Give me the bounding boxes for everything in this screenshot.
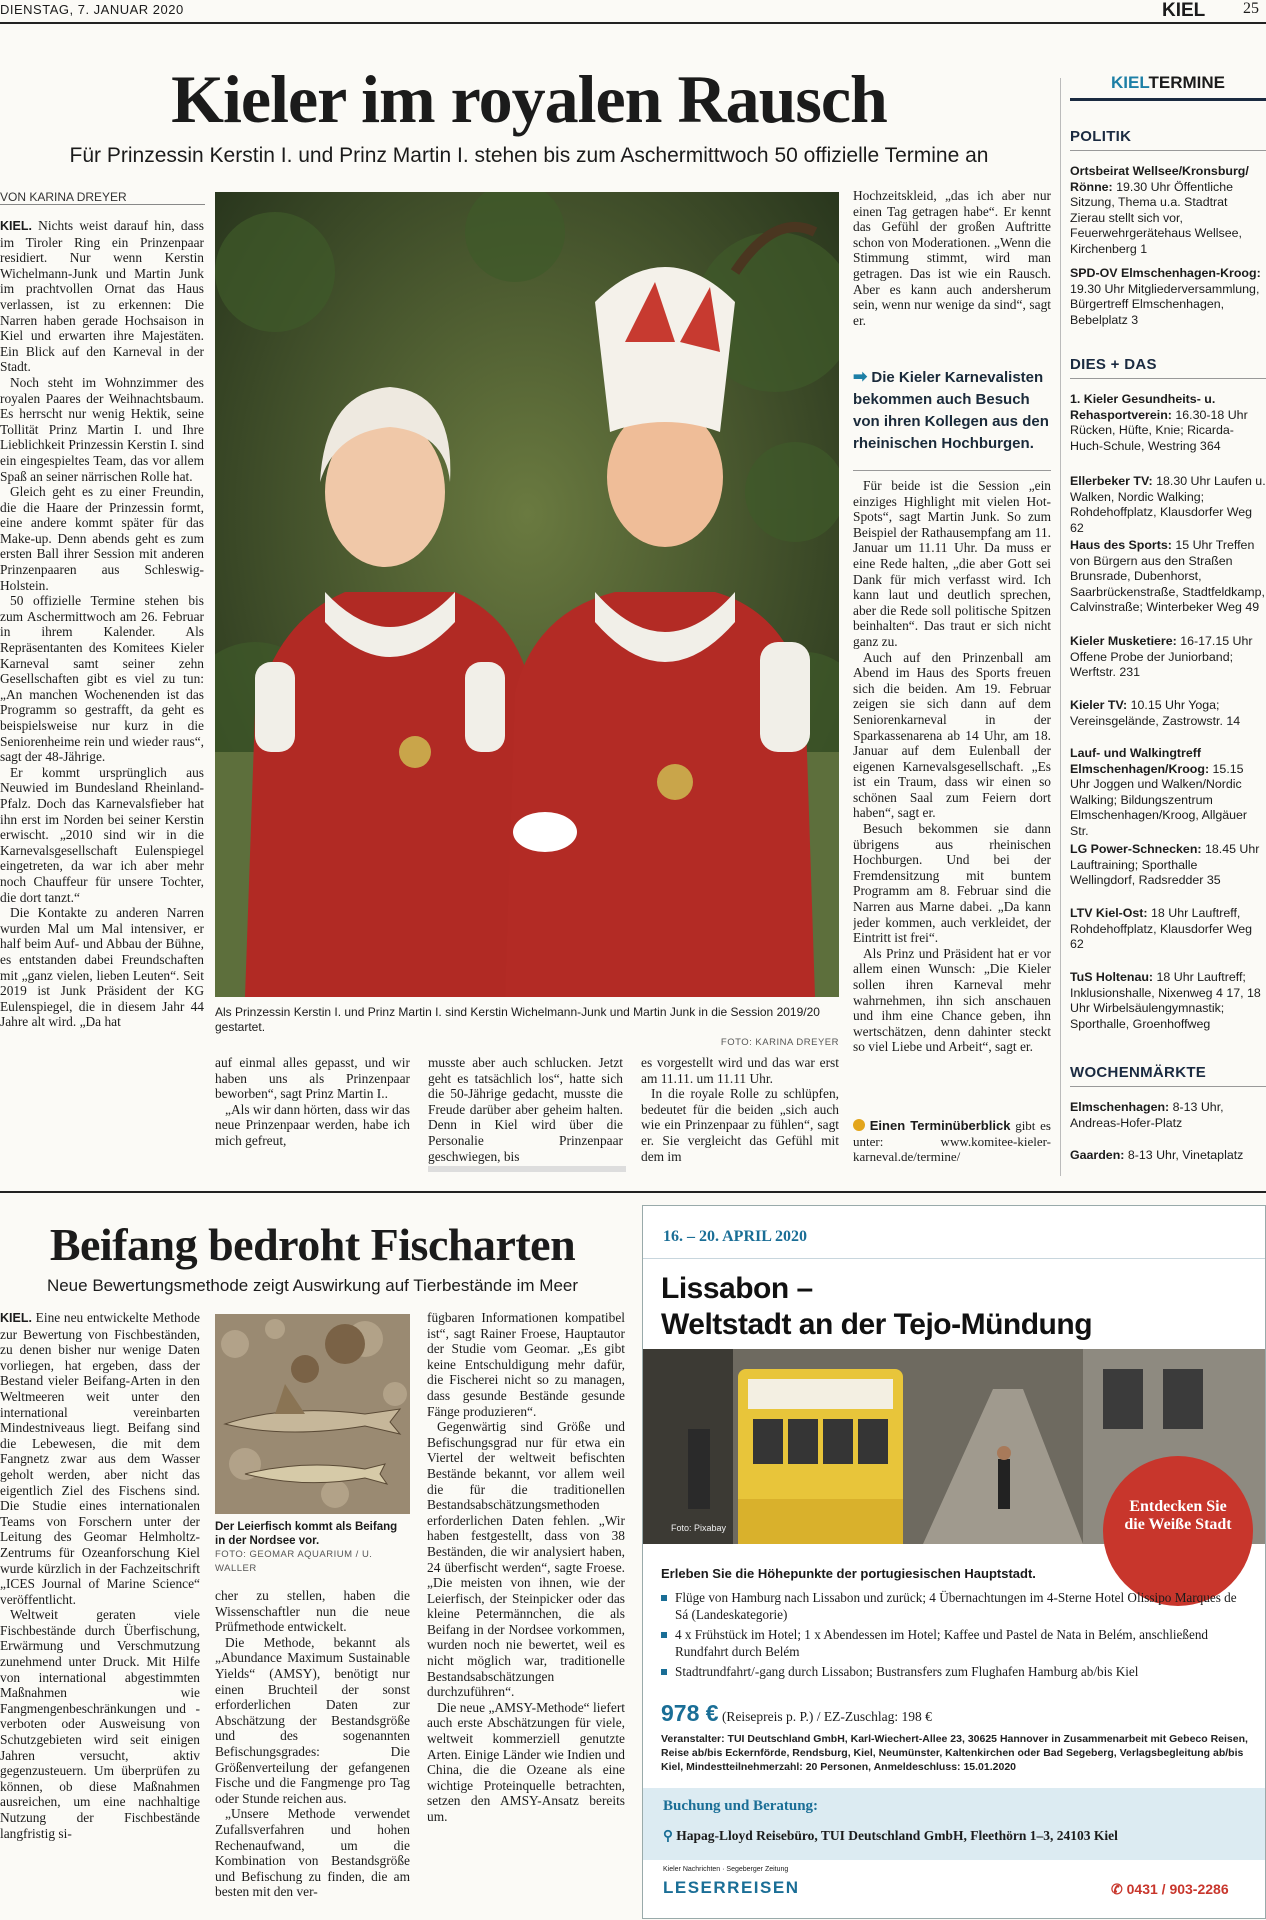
travel-advertisement[interactable]	[642, 1205, 1266, 1919]
list-item: Stadtrundfahrt/-gang durch Lissabon; Bustransfers zum Flughafen Hamburg ab/bis Kiel	[661, 1664, 1241, 1681]
event-details: 16.30-18 Uhr Rücken, Hüfte, Knie; Ricarda-Huch-Schule, Westring 364	[1070, 407, 1248, 453]
event-details: 8-13 Uhr, Andreas-Hofer-Platz	[1070, 1100, 1224, 1130]
price-value: 978 €	[661, 1700, 719, 1726]
ad-rule	[643, 1258, 1265, 1259]
ad-price	[661, 1700, 932, 1727]
arrow-right-icon: ➡	[853, 367, 868, 386]
section-dies-das-title: DIES + DAS	[1070, 356, 1157, 373]
event-name: Lauf- und Walkingtreff Elmschenhagen/Kroog:	[1070, 746, 1210, 776]
section-city: KIEL	[1162, 0, 1206, 21]
event-name: Kieler TV:	[1070, 698, 1128, 712]
info-text: gibt es unter: www.komitee-kieler-karneval.de/termine/	[853, 1118, 1051, 1165]
section-wochenmaerkte-title: WOCHENMÄRKTE	[1070, 1064, 1207, 1081]
dateline: KIEL.	[0, 219, 32, 233]
paragraph: es vorgestellt wird und das war erst am 11.11. um 11.11 Uhr.	[641, 1055, 839, 1086]
list-item: Flüge von Hamburg nach Lissabon und zurück; 4 Übernachtungen im 4-Sterne Hotel Olissipo Marques de Sá (Landeskategorie)	[661, 1590, 1241, 1623]
phone-number: 0431 / 903-2286	[1126, 1881, 1229, 1897]
event-entry	[1070, 842, 1266, 889]
section-rule	[1070, 378, 1266, 379]
photo-credit: FOTO: KARINA DREYER	[720, 1037, 839, 1048]
event-entry	[1070, 474, 1266, 536]
section-politik-title: POLITIK	[1070, 128, 1132, 145]
sidebar-divider	[1060, 78, 1061, 1176]
ad-title-line: Lissabon –	[661, 1272, 813, 1305]
ad-phone[interactable]	[1111, 1881, 1229, 1898]
event-details: 18 Uhr Lauftreff, Rohdehoffplatz, Klausdorfer Weg 62	[1070, 906, 1253, 952]
fish-photo-caption	[215, 1520, 410, 1576]
event-entry	[1070, 392, 1266, 454]
event-entry	[1070, 164, 1266, 258]
paragraph: Nichts weist darauf hin, dass im Tiroler Ring ein Prinzenpaar residiert. Nur wenn Kerstin Wichelmann-Junk und Martin Junk im prachtvollen Ornat das Haus verlassen, ist zu erkennen: Die Narren haben gerade Hochsaison in Kiel und erwarten ihre Majestäten. Ein Blick auf den Karneval in der Stadt.	[0, 218, 204, 375]
event-details: 10.15 Uhr Yoga; Vereinsgelände, Zastrowstr. 14	[1070, 698, 1241, 728]
event-entry	[1070, 1100, 1266, 1131]
ad-date: 16. – 20. APRIL 2020	[663, 1228, 808, 1245]
event-details: 18.45 Uhr Lauftraining; Sporthalle Wellingdorf, Radsredder 35	[1070, 842, 1260, 888]
event-name: SPD-OV Elmschenhagen-Kroog:	[1070, 266, 1261, 280]
header-divider	[0, 22, 1266, 24]
event-entry	[1070, 698, 1266, 729]
article2-column-1	[0, 1310, 200, 1918]
event-details: 19.30 Uhr Mitgliederversammlung, Bürgertreff Elmschenhagen, Bebelplatz 3	[1070, 281, 1260, 327]
carnival-couple-photo	[215, 192, 839, 997]
pull-quote-rule	[853, 470, 1051, 471]
paragraph: „Als wir dann hörten, dass wir das neue Prinzenpaar werden, habe ich mich gefreut,	[215, 1101, 410, 1148]
booking-address	[663, 1828, 1118, 1844]
info-box	[853, 1118, 1051, 1168]
event-name: Ellerbeker TV:	[1070, 474, 1153, 488]
paragraph: Für beide ist die Session „ein einziges Highlight mit vielen Hot-Spots“, sagt Martin Junk. So zum Beispiel der Rathausempfang am 11. Januar um 11.11 Uhr. Da muss er eine Rede halten, „die aber Gott sei Dank für mich verfasst wird. Ich kann laut und deutlich sprechen, aber die Rede soll politische Spitzen beinhalten“. Das traut er sich nicht ganz zu.	[853, 478, 1051, 649]
paragraph: Gegenwärtig sind Größe und Befischungsgrad nur für etwa ein Viertel der weltweit befischten Bestände bekannt, vor allem weil die für die traditionellen Bestandsabschätzungsmethoden erforderlichen Daten fehlen. „Wir haben festgestellt, dass von 38 Beständen, die wir analysiert haben, 24 überfischt werden“, sagte Froese. „Die meisten von ihnen, wie der Leierfisch, der Steinpicker oder das kleine Petermännchen, die als Beifang in der Nordsee vorkommen, wurden noch nie bewertet, weil es nicht möglich war, traditionelle Bestandsabschätzungen durchzuführen“.	[427, 1419, 625, 1700]
article1-subheadline: Für Prinzessin Kerstin I. und Prinz Martin I. stehen bis zum Aschermittwoch 50 offizielle Termine an	[69, 144, 989, 167]
sidebar-title-rule	[1070, 98, 1266, 101]
event-details: 18 Uhr Lauftreff; Inklusionshalle, Nixenweg 4 17, 18 Uhr Wirbelsäulengymnastik; Sporthalle, Groenhoffweg	[1070, 970, 1261, 1031]
photo-credit: FOTO: GEOMAR AQUARIUM / U. WALLER	[215, 1549, 373, 1574]
price-note: (Reisepreis p. P.) / EZ-Zuschlag: 198 €	[721, 1709, 932, 1724]
paragraph: Er kommt ursprünglich aus Neuwied im Bundesland Rheinland-Pfalz. Doch das Karnevalsfieber hat ihn erst im Norden bei seiner Kerstin erwischt. „2010 sind wir in die Karnevalsgesellschaft Eulenspiegel eingetreten, da war ich aber mehr noch Chauffeur für unsere Tochter, die dort tanzt.“	[0, 764, 204, 905]
ad-lead: Erleben Sie die Höhepunkte der portugiesischen Hauptstadt.	[661, 1566, 1036, 1581]
info-bold: Einen Terminüberblick	[869, 1118, 1011, 1133]
event-name: Ortsbeirat Wellsee/Kronsburg/ Rönne:	[1070, 164, 1249, 194]
byline: VON KARINA DREYER	[0, 190, 127, 204]
ad-title	[661, 1271, 1092, 1343]
paragraph: Eine neu entwickelte Methode zur Bewertung von Fischbeständen, zu denen bisher nur wenige Daten vorliegen, hat ergeben, dass der Bestand vieler Beifang-Arten in den Weltmeeren weit unter den international vereinbarten Mindestniveaus liegt. Beifang sind die Lebewesen, die mit dem Fangnetz zwar aus dem Wasser geholt werden, aber nicht das eigentlich Ziel des Fischens sind. Die Studie eines internationalen Teams von Forschern unter der Leitung des Geomar Helmholtz-Zentrums für Ozeanforschung Kiel wurde kürzlich in der Fachzeitschrift „ICES Journal of Marine Science“ veröffentlicht.	[0, 1310, 200, 1607]
event-entry	[1070, 1148, 1266, 1164]
ad-photo-credit: Foto: Pixabay	[671, 1523, 727, 1533]
issue-date: DIENSTAG, 7. JANUAR 2020	[0, 2, 184, 17]
location-pin-icon: ⚲	[663, 1828, 673, 1843]
booking-title: Buchung und Beratung:	[663, 1798, 819, 1814]
article2-subheadline: Neue Bewertungsmethode zeigt Auswirkung auf Tierbestände im Meer	[46, 1276, 579, 1295]
event-name: Elmschenhagen:	[1070, 1100, 1170, 1114]
booking-address-text: Hapag-Lloyd Reisebüro, TUI Deutschland GmbH, Fleethörn 1–3, 24103 Kiel	[676, 1828, 1118, 1843]
event-name: TuS Holtenau:	[1070, 970, 1154, 984]
page-number: 25	[1243, 0, 1259, 17]
article1-column-3	[428, 1055, 623, 1167]
fish-photo	[215, 1314, 410, 1514]
paragraph: 50 offizielle Termine stehen bis zum Aschermittwoch am 26. Februar in ihrem Kalender. Als Repräsentanten des Komitees Kieler Karneval samt seiner zehn Gesellschaften gibt es viel zu tun: „An manchen Wochenenden ist das Programm so gestrafft, da geht es beispielsweise nur kurz in die Seniorenheime rein und wieder raus“, sagt der 48-Jährige.	[0, 593, 204, 765]
booking-box[interactable]	[643, 1788, 1265, 1860]
article1-column-5-top	[853, 188, 1051, 348]
section-rule	[1070, 1086, 1266, 1087]
sidebar-title	[1070, 73, 1266, 93]
event-name: Haus des Sports:	[1070, 538, 1172, 552]
event-details: 18.30 Uhr Laufen u. Walken, Nordic Walking; Rohdehoffplatz, Klausdorfer Weg 62	[1070, 474, 1266, 535]
event-entry	[1070, 538, 1266, 616]
paragraph: Gleich geht es zu einer Freundin, die die Haare der Prinzessin formt, eine andere kommt später für das Make-up. Denn abends geht es zum ersten Ball ihrer Session mit anderen Prinzenpaaren aus Schleswig-Holstein.	[0, 484, 204, 593]
ad-badge	[1103, 1456, 1253, 1606]
paragraph: Die Kontakte zu anderen Narren wurden Mal um Mal intensiver, er half beim Auf- und Abbau der Bühne, es entstanden dabei Freundschaften mit „ganz vielen, lieben Leuten“. Seit 2019 ist Junk Präsident der KG Eulenspiegel, die in diesem Jahr 44 Jahre alt wird. „Da hat	[0, 905, 204, 1030]
ad-organizer: Veranstalter: TUI Deutschland GmbH, Karl-Wiechert-Allee 23, 30625 Hannover in Zusammenarbeit mit Gebeco Reisen, Reise ab/bis Eckernförde, Rendsburg, Kiel, Neumünster, Kaltenkirchen oder Bad Segeberg, Verlagsbegleitung ab/bis Kiel, Mindestteilnehmerzahl: 20 Personen, Anmeldeschluss: 15.01.2020	[661, 1733, 1248, 1773]
paragraph: Auch auf den Prinzenball am Abend im Haus des Sports freuen sich die beiden. Am 19. Februar zeigen sie sich dann auf dem Seniorenkarneval in der Sparkassenarena ab 14 Uhr, am 18. Januar auf dem Eulenball der eigenen Karnevalsgesellschaft. „Es ist ein Traum, dass wir einen so schönen Saal zum Feiern dort haben“, sagt er.	[853, 649, 1051, 821]
event-entry	[1070, 906, 1266, 953]
event-details: 15.15 Uhr Joggen und Walken/Nordic Walking; Bildungszentrum Elmschenhagen/Kroog, Allgäuer Str.	[1070, 761, 1248, 838]
event-details: 19.30 Uhr Öffentliche Sitzung, Thema u.a. Stadtrat Zierau stellt sich vor, Feuerwehrgerätehaus Wellsee, Kirchenberg 1	[1070, 179, 1242, 256]
column-end-rule	[428, 1166, 626, 1172]
event-name: Gaarden:	[1070, 1148, 1125, 1162]
paragraph: Weltweit geraten viele Fischbestände durch Überfischung, Erwärmung und Verschmutzung zunehmend unter Druck. Mit Hilfe von international abgestimmten Maßnahmen wie Fangmengenbeschränkungen und -verboten oder Ausweisung von Schutzgebieten wird seit einigen Jahren versucht, aktiv gegenzusteuern. Um überprüfen zu können, ob diese Maßnahmen ausreichen, um eine nachhaltige Nutzung der Fischbestände langfristig si-	[0, 1607, 200, 1841]
article1-column-2	[215, 1055, 410, 1167]
list-item: 4 x Frühstück im Hotel; 1 x Abendessen im Hotel; Kaffee und Pastel de Nata in Belém, anschließend Rundfahrt durch Belém	[661, 1627, 1241, 1660]
paragraph: Als Prinz und Präsident hat er vor allem einen Wunsch: „Die Kieler sollen ihren Karneval mehr wahrnehmen, ihn sich anschauen und ihm eine Chance geben, ihn wertschätzen, denn dahinter steckt so viel Liebe und Arbeit“, sagt er.	[853, 945, 1051, 1055]
ad-badge-text: Entdecken Sie die Weiße Stadt	[1124, 1498, 1232, 1533]
paragraph: Hochzeitskleid, „das ich aber nur einen Tag getragen habe“. Er kennt das Gefühl der großen Auftritte schon von Moderationen. „Wenn die Stimmung stimmt, wird man getragen. Das ist wie ein Rausch. Aber es kann auch andersherum sein, wenn nur wenige da sind“, sagt er.	[853, 188, 1051, 328]
article1-column-5-bottom	[853, 478, 1051, 1118]
caption-text: Als Prinzessin Kerstin I. und Prinz Martin I. sind Kerstin Wichelmann-Junk und Martin Junk in die Session 2019/20 gestartet.	[215, 1005, 820, 1034]
event-details: 8-13 Uhr, Vinetaplatz	[1127, 1148, 1244, 1162]
event-details: 15 Uhr Treffen von Bürgern aus den Straßen Brunsrade, Dubenhorst, Saarbrückenstraße, Stadtfeldkamp, Calvinstraße; Winterbeker Weg 49	[1070, 538, 1265, 615]
event-entry	[1070, 634, 1266, 681]
sidebar-title-kiel: KIEL	[1111, 73, 1149, 92]
photo-caption	[215, 1005, 839, 1050]
article1-headline: Kieler im royalen Rausch	[171, 61, 887, 137]
paragraph: „Unsere Methode verwendet Zufallsverfahren und hohen Rechenaufwand, um die Kombination von Bestandsgröße und Befischung zu finden, die am besten mit den ver-	[215, 1806, 410, 1900]
paragraph: musste aber auch schlucken. Jetzt geht es tatsächlich los“, hatte sich die 50-Jährige gedacht, musste die Freude darüber aber geheim halten. Denn in Kiel wird über die Personalie Prinzenpaar geschwiegen, bis	[428, 1055, 623, 1164]
event-details: 16-17.15 Uhr Offene Probe der Juniorband; Werftstr. 231	[1070, 634, 1253, 680]
event-name: LG Power-Schnecken:	[1070, 842, 1202, 856]
paragraph: fügbaren Informationen kompatibel ist“, sagt Rainer Froese, Hauptautor der Studie vom Geomar. „Es gibt keine Entschuldigung mehr dafür, die Fischerei nicht so zu managen, dass gesunde Bestände gesunde Fänge produzieren“.	[427, 1310, 625, 1419]
section-divider	[0, 1191, 1266, 1193]
paragraph: Die neue „AMSY-Methode“ liefert auch erste Abschätzungen für viele, weltweit kommerziell genutzte Arten. Einige Länder wie Indien und China, die die Ozeane als eine wichtige Proteinquelle betrachten, setzen den AMSY-Ansatz bereits um.	[427, 1699, 625, 1824]
byline-divider	[0, 204, 205, 205]
sidebar-title-rest: TERMINE	[1148, 73, 1225, 92]
paragraph: auf einmal alles gepasst, und wir haben uns als Prinzenpaar beworben“, sagt Prinz Martin I..	[215, 1055, 410, 1102]
paragraph: Die Methode, bekannt als „Abundance Maximum Sustainable Yields“ (AMSY), benötigt nur einen Bruchteil der sonst erforderlichen Daten zur Abschätzung der Bestandsgröße und des sogenannten Befischungsgrades: Die Größenverteilung der gefangenen Fische und die Fangmenge pro Tag oder Stunde reichen aus.	[215, 1634, 410, 1806]
event-entry	[1070, 970, 1266, 1032]
article1-column-1	[0, 218, 204, 1168]
event-entry	[1070, 266, 1266, 328]
event-name: 1. Kieler Gesundheits- u. Rehasportverein:	[1070, 392, 1216, 422]
section-rule	[1070, 150, 1266, 151]
article2-column-3	[427, 1310, 625, 1918]
paragraph: cher zu stellen, haben die Wissenschaftler nun die neue Prüfmethode entwickelt.	[215, 1588, 410, 1635]
article2-column-2	[215, 1588, 410, 1918]
ad-title-line: Weltstadt an der Tejo-Mündung	[661, 1308, 1093, 1341]
paragraph: In die royale Rolle zu schlüpfen, bedeutet für die beiden „sich auch wie ein Prinzenpaar zu fühlen“, sagt er. Sie vergleicht das Gefühl mit dem im	[641, 1086, 839, 1164]
event-name: LTV Kiel-Ost:	[1070, 906, 1148, 920]
article2-headline: Beifang bedroht Fischarten	[49, 1219, 576, 1270]
ad-brand-small: Kieler Nachrichten · Segeberger Zeitung	[663, 1866, 789, 1873]
article1-column-4	[641, 1055, 839, 1167]
paragraph: Besuch bekommen sie dann übrigens aus rheinischen Hochburgen. Und bei der Fremdensitzung mit buntem Programm am 8. Februar sind die Narren aus Marne dabei. „Da kann jeder kommen, auch verkleidet, der Eintritt ist frei“.	[853, 821, 1051, 946]
ad-brand: LESERREISEN	[663, 1878, 800, 1897]
info-bullet-icon	[853, 1119, 865, 1131]
pull-quote	[853, 366, 1051, 455]
paragraph: Noch steht im Wohnzimmer des royalen Paares der Weihnachtsbaum. Es herrscht nur wenig Hektik, seine Tollität Prinz Martin I. und Ihre Lieblichkeit Prinzessin Kerstin I. sind ein eingespieltes Team, das vor allem Spaß an seiner närrischen Rolle hat.	[0, 374, 204, 484]
caption-text: Der Leierfisch kommt als Beifang in der Nordsee vor.	[215, 1521, 398, 1547]
pull-quote-text: Die Kieler Karnevalisten bekommen auch Besuch von ihren Kollegen aus den rheinischen Hochburgen.	[853, 369, 1049, 452]
phone-icon: ✆	[1111, 1881, 1123, 1897]
ad-feature-list	[661, 1590, 1241, 1685]
dateline: KIEL.	[0, 1311, 32, 1325]
event-name: Kieler Musketiere:	[1070, 634, 1177, 648]
event-entry	[1070, 746, 1266, 840]
